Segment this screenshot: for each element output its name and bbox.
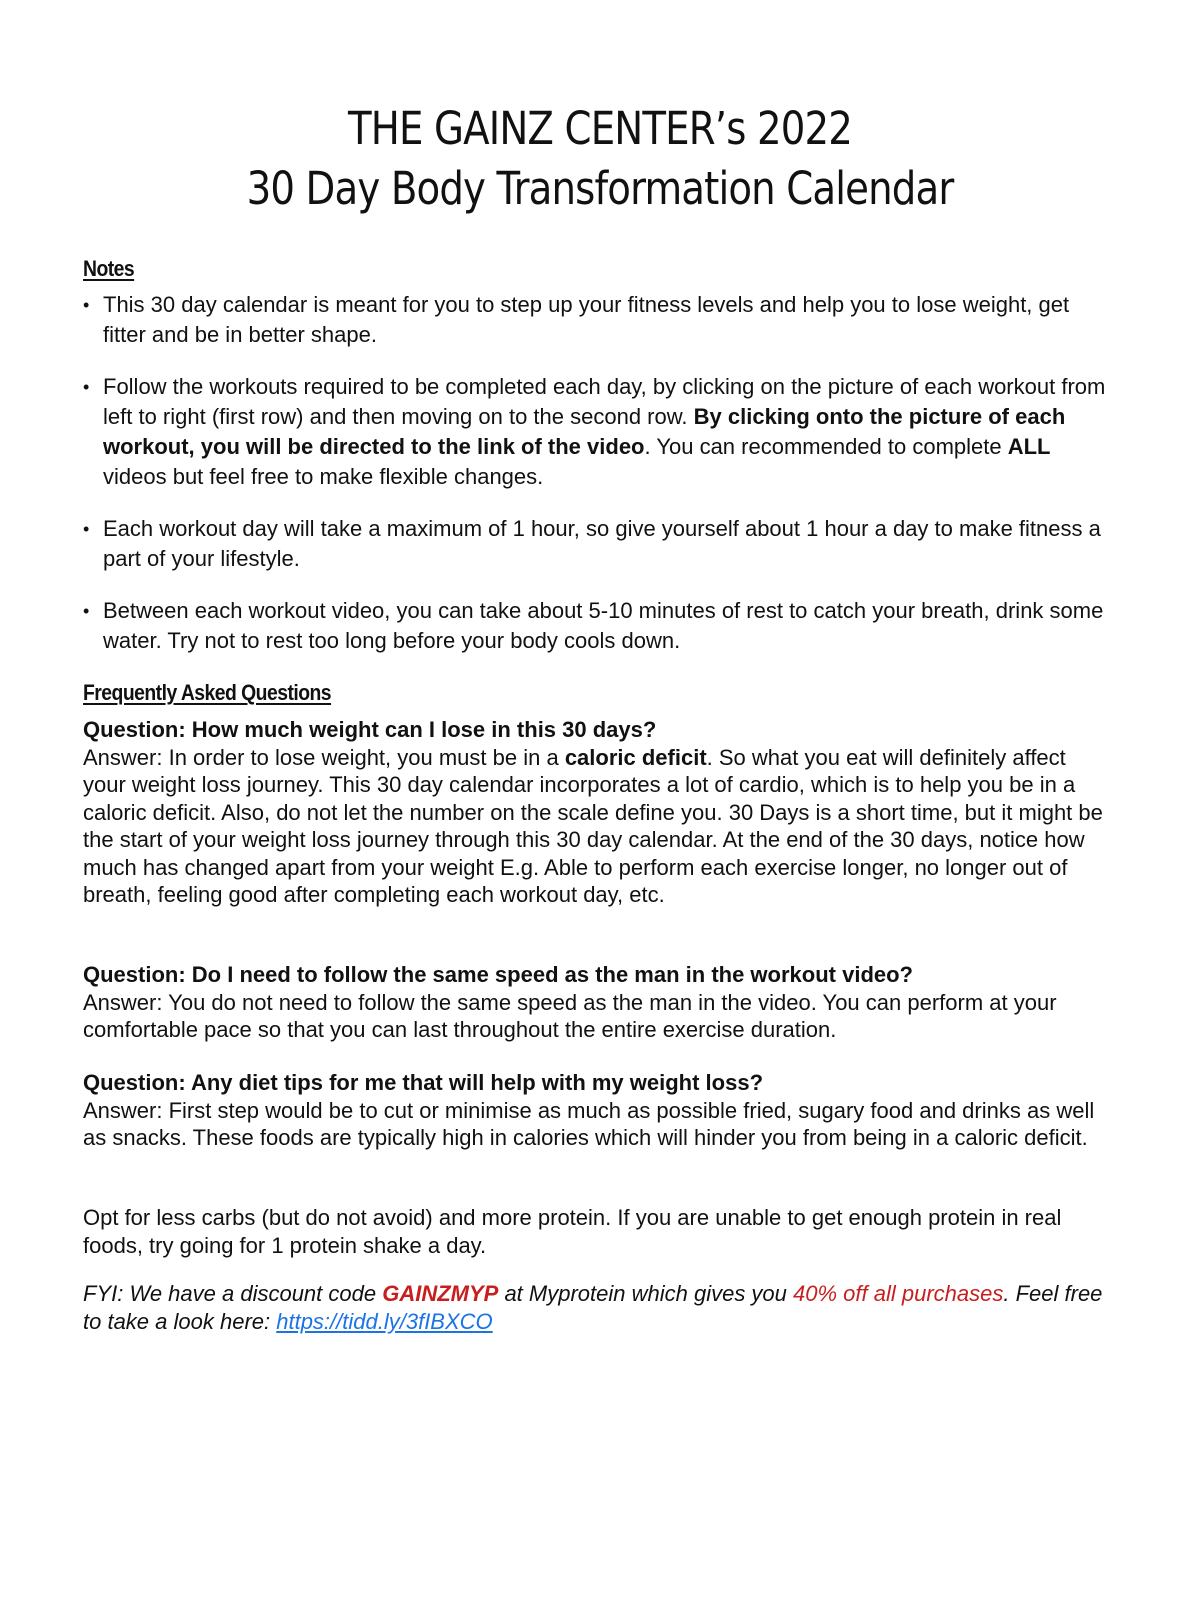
bullet-icon: • <box>83 519 90 539</box>
document-title-line-2: 30 Day Body Transformation Calendar <box>246 162 954 215</box>
answer-bold-text: caloric deficit <box>564 744 707 770</box>
document-title-line-1: THE GAINZ CENTER’s 2022 <box>347 102 853 155</box>
answer-text: Answer: In order to lose weight, you must be in a <box>83 744 565 770</box>
note-text: Each workout day will take a maximum of 1 hour, so give yourself about 1 hour a day to make fitness a part of your lifestyle. <box>103 516 1101 571</box>
faq-question: Question: How much weight can I lose in this 30 days? <box>83 717 657 742</box>
fyi-part: FYI: We have a discount code <box>83 1281 383 1306</box>
note-item <box>83 514 1113 574</box>
answer-text: . So what you eat will definitely affect your weight loss journey. This 30 day calendar incorporates a lot of cardio, which is to help you be in a caloric deficit. Also, do not let the number on the scale define you. 30 Days is a short time, but it might be the start of your weight loss journey through this 30 day calendar. At the end of the 30 days, notice how much has changed apart from your weight E.g. Able to perform each exercise longer, no longer out of breath, feeling good after completing each workout day, etc. <box>83 744 1103 907</box>
note-text: . You can recommended to complete <box>644 434 1008 459</box>
note-bold-text: By clicking onto the picture of each workout, you will be directed to the link of the video <box>103 404 1066 459</box>
faq-answer: Opt for less carbs (but do not avoid) and more protein. If you are unable to get enough protein in real foods, try going for 1 protein shake a day. <box>83 1205 1062 1258</box>
note-item <box>83 290 1113 350</box>
faq-answer: Answer: You do not need to follow the same speed as the man in the video. You can perform at your comfortable pace so that you can last throughout the entire exercise duration. <box>83 989 1057 1042</box>
note-item <box>83 372 1113 492</box>
fyi-note <box>83 1280 1113 1335</box>
faq-answer-continued <box>83 1204 1113 1259</box>
faq-question: Question: Do I need to follow the same speed as the man in the workout video? <box>83 962 913 987</box>
myprotein-link[interactable]: https://tidd.ly/3fIBXCO <box>276 1308 493 1334</box>
faq-item-2 <box>83 961 1113 1044</box>
notes-heading: Notes <box>83 256 135 281</box>
discount-code: GAINZMYP <box>382 1281 499 1306</box>
faq-heading: Frequently Asked Questions <box>83 680 332 705</box>
faq-item-1 <box>83 716 1113 909</box>
faq-answer <box>83 744 1113 909</box>
note-text: Follow the workouts required to be completed each day, by clicking on the picture of each workout from left to right (first row) and then moving on to the second row. <box>103 374 1106 429</box>
discount-amount: 40% off all purchases <box>793 1281 1004 1306</box>
note-text: Between each workout video, you can take about 5-10 minutes of rest to catch your breath, drink some water. Try not to rest too long before your body cools down. <box>103 598 1104 653</box>
note-bold-text: ALL <box>1007 434 1051 459</box>
bullet-icon: • <box>83 295 90 315</box>
bullet-icon: • <box>83 377 90 397</box>
note-item <box>83 596 1113 656</box>
fyi-part: . Feel free to take a look here: <box>83 1281 1103 1334</box>
bullet-icon: • <box>83 601 90 621</box>
notes-list <box>83 290 1113 678</box>
faq-item-3 <box>83 1069 1113 1152</box>
note-text: This 30 day calendar is meant for you to step up your fitness levels and help you to lose weight, get fitter and be in better shape. <box>103 292 1070 347</box>
faq-answer: Answer: First step would be to cut or minimise as much as possible fried, sugary food and drinks as well as snacks. These foods are typically high in calories which will hinder you from being in a caloric deficit. <box>83 1097 1095 1150</box>
faq-question: Question: Any diet tips for me that will help with my weight loss? <box>83 1070 764 1095</box>
fyi-text <box>83 1280 1113 1335</box>
fyi-part: at Myprotein which gives you <box>498 1281 794 1306</box>
note-text: videos but feel free to make flexible changes. <box>103 464 544 489</box>
